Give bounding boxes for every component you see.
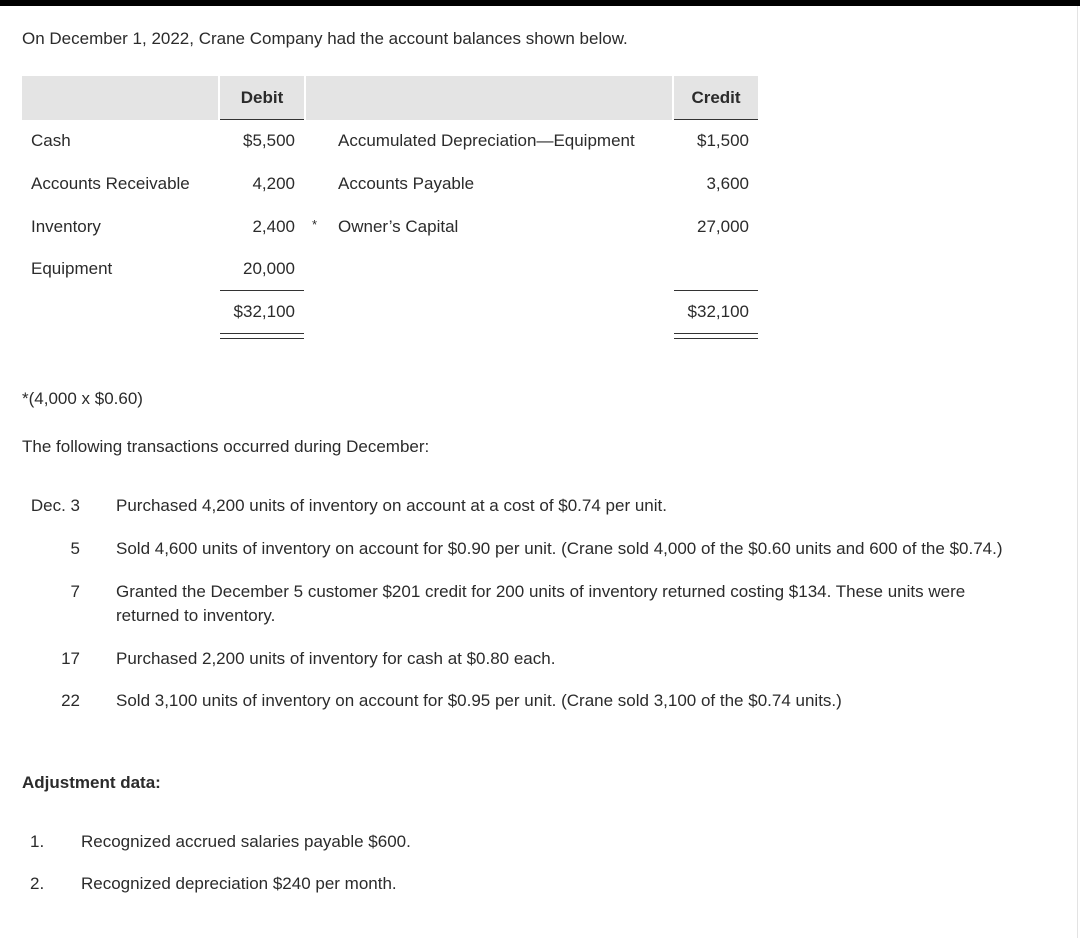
adjustment-heading: Adjustment data: <box>22 773 161 792</box>
transaction-date: 17 <box>61 649 80 668</box>
table-row-credit-account: Accumulated Depreciation—Equipment <box>338 131 635 150</box>
footnote-marker: * <box>312 217 318 232</box>
debit-total-rule <box>220 290 304 291</box>
transaction-date: Dec. 3 <box>30 496 80 515</box>
debit-header-rule <box>220 119 304 120</box>
table-row-credit-account: Owner’s Capital <box>338 217 459 236</box>
adjustment-number: 2. <box>30 874 45 893</box>
transaction-text: Purchased 2,200 units of inventory for cash at $0.80 each. <box>116 649 556 668</box>
credit-header: Credit <box>691 88 741 107</box>
header-bg-left <box>22 76 218 120</box>
transaction-date: 5 <box>70 539 80 558</box>
intro-text: On December 1, 2022, Crane Company had the account balances shown below. <box>22 29 628 48</box>
transaction-text: Granted the December 5 customer $201 credit for 200 units of inventory returned costing $134. These units were returned to inventory. <box>116 582 966 625</box>
credit-header-rule <box>674 119 758 120</box>
table-row-account: Accounts Receivable <box>31 174 190 193</box>
table-row-account: Cash <box>31 131 71 150</box>
right-border <box>1077 6 1078 938</box>
transaction-date: 22 <box>61 691 80 710</box>
table-row-account: Inventory <box>31 217 101 236</box>
total-debit: $32,100 <box>233 302 295 321</box>
table-row-credit: $1,500 <box>697 131 749 150</box>
table-row-account: Equipment <box>31 259 113 278</box>
total-credit: $32,100 <box>687 302 749 321</box>
top-border <box>0 0 1080 6</box>
table-row-debit: 20,000 <box>243 259 295 278</box>
transaction-date: 7 <box>70 582 80 601</box>
transaction-text: Sold 3,100 units of inventory on account for $0.95 per unit. (Crane sold 3,100 of the $0.74 units.) <box>116 691 842 710</box>
header-bg-middle <box>306 76 672 120</box>
table-row-debit: 2,400 <box>252 217 295 236</box>
table-row-credit: 27,000 <box>697 217 749 236</box>
adjustment-text: Recognized depreciation $240 per month. <box>81 874 397 893</box>
transactions-intro: The following transactions occurred during December: <box>22 437 430 456</box>
transaction-text: Sold 4,600 units of inventory on account for $0.90 per unit. (Crane sold 4,000 of the $0.60 units and 600 of the $0.74.) <box>116 539 1003 558</box>
adjustment-text: Recognized accrued salaries payable $600. <box>81 832 411 851</box>
table-row-debit: 4,200 <box>252 174 295 193</box>
debit-double-rule <box>220 333 304 339</box>
table-row-credit: 3,600 <box>706 174 749 193</box>
credit-total-rule <box>674 290 758 291</box>
credit-double-rule <box>674 333 758 339</box>
footnote: *(4,000 x $0.60) <box>22 389 143 408</box>
debit-header: Debit <box>240 88 284 107</box>
table-row-debit: $5,500 <box>243 131 295 150</box>
transaction-text: Purchased 4,200 units of inventory on account at a cost of $0.74 per unit. <box>116 496 667 515</box>
table-row-credit-account: Accounts Payable <box>338 174 475 193</box>
adjustment-number: 1. <box>30 832 45 851</box>
